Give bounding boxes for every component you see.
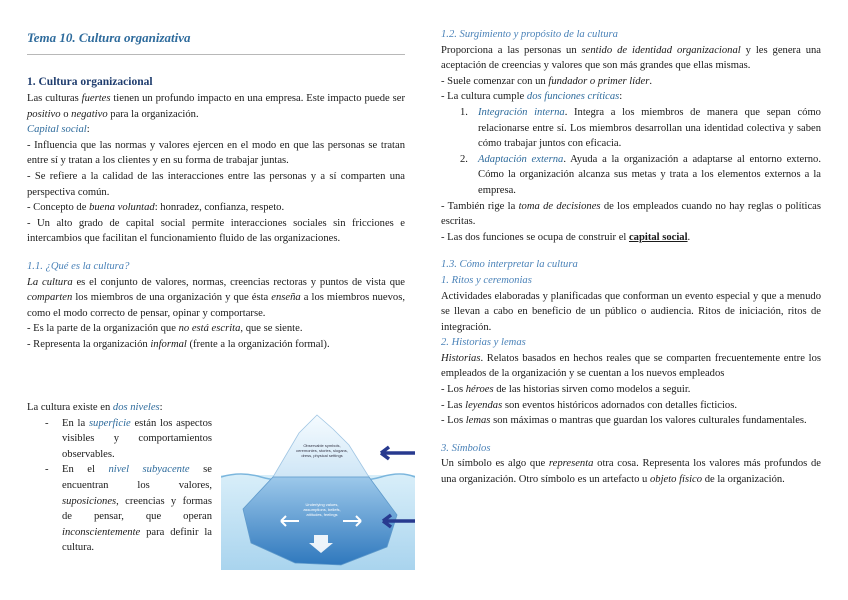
left-column xyxy=(27,0,405,353)
levels-block xyxy=(27,400,212,556)
culture-bullet-2: - Representa la organización informal (frente a la organización formal). xyxy=(27,338,330,350)
section-1-3-heading: 1.3. Cómo interpretar la cultura xyxy=(441,259,578,271)
capital-social-bullet-4: - Un alto grado de capital social permite interacciones sociales sin fricciones e intercambios que facilitan el funcionamiento fluido de las organizaciones. xyxy=(27,217,405,245)
levels-intro: La cultura existe en dos niveles: xyxy=(27,402,163,413)
iceberg-top-text: Observable symbols, ceremonies, stories, slogans, dress, physical settings xyxy=(296,443,348,458)
capital-social-bullet-2: - Se refiere a la calidad de las interacciones entre las personas y a sí comparten una perspectiva común. xyxy=(27,170,405,198)
culture-definition: La cultura es el conjunto de valores, normas, creencias rectoras y puntos de vista que comparten los miembros de una organización y que ésta enseña a los miembros nuevos, como el modo correcto de pensar, opinar y comportarse. xyxy=(27,276,405,319)
document-title: Tema 10. Cultura organizativa xyxy=(27,30,191,45)
stories-heading: 2. Historias y lemas xyxy=(441,337,526,349)
decisions-bullet: - También rige la toma de decisiones de los empleados cuando no hay reglas o políticas escritas. xyxy=(441,200,821,228)
culture-bullet-1: - Es la parte de la organización que no está escrita, que se siente. xyxy=(27,323,303,335)
founder-bullet: - Suele comenzar con un fundador o primer líder. xyxy=(441,75,652,87)
section-1-2-heading: 1.2. Surgimiento y propósito de la cultura xyxy=(441,29,618,40)
section-1-intro: Las culturas fuertes tienen un profundo impacto en una empresa. Este impacto puede ser positivo o negativo para la organización. xyxy=(27,93,405,120)
heroes-bullet: - Los héroes de las historias sirven como modelos a seguir. xyxy=(441,384,691,396)
rites-heading: 1. Ritos y ceremonias xyxy=(441,274,532,286)
capital-social-bullet-1: - Influencia que las normas y valores ejercen en el modo en que las personas se tratan entre sí y tratan a los clientes y en su forma de trabajar juntas. xyxy=(27,139,405,167)
functions-bullet: - La cultura cumple dos funciones críticas: xyxy=(441,91,623,103)
mottos-bullet: - Los lemas son máximas o mantras que guardan los valores culturales fundamentales. xyxy=(441,415,807,427)
iceberg-figure xyxy=(221,405,415,570)
capital-social-bullet: - Las dos funciones se ocupa de construir el capital social. xyxy=(441,231,691,243)
identity-paragraph: Proporciona a las personas un sentido de identidad organizacional y les genera una aceptación de creencias y valores que son más grandes que ellas mismas. xyxy=(441,44,821,72)
symbols-heading: 3. Símbolos xyxy=(441,442,491,454)
iceberg-bottom-text: Underlying values, assumptions, beliefs, attitudes, feelings xyxy=(303,502,341,517)
section-1-1-heading: 1.1. ¿Qué es la cultura? xyxy=(27,260,130,272)
function-adaptation-item: 2. Adaptación externa. Ayuda a la organización a adaptarse al entorno externo. Cómo la organización alcanza sus metas y trata a los elementos externos a la empresa. xyxy=(460,153,821,196)
legends-bullet: - Las leyendas son eventos históricos adornados con detalles ficticios. xyxy=(441,399,737,411)
title-divider xyxy=(27,54,405,55)
functions-list xyxy=(441,105,821,199)
capital-social-label: Capital social: xyxy=(27,124,90,136)
section-1-heading: 1. Cultura organizacional xyxy=(27,76,153,88)
capital-social-bullet-3: - Concepto de buena voluntad: honradez, confianza, respeto. xyxy=(27,202,285,214)
right-column xyxy=(441,27,821,488)
iceberg-illustration xyxy=(221,405,415,570)
levels-list xyxy=(27,416,212,556)
level-surface-item: - En la superficie están los aspectos visibles y comportamientos observables. xyxy=(45,417,213,460)
level-underlying-item: - En el nivel subyacente se encuentran los valores, suposiciones, creencias y formas de pensar, que operan inconscientemente para definir la cultura. xyxy=(45,464,212,554)
rites-paragraph: Actividades elaboradas y planificadas que conforman un evento especial y que a menudo se llevan a cabo en beneficio de un público o audiencia. Ritos de iniciación, ritos de integración. xyxy=(441,290,821,333)
stories-paragraph: Historias. Relatos basados en hechos reales que se comparten frecuentemente entre los empleados de la organización y se cuentan a los nuevos empleados xyxy=(441,352,821,380)
function-integration-item: 1. Integración interna. Integra a los miembros de manera que sepan cómo relacionarse entre sí. Los miembros desarrollan una identidad colectiva y saben cómo trabajar juntos con eficacia. xyxy=(460,106,821,150)
symbols-paragraph: Un símbolo es algo que representa otra cosa. Representa los valores más profundos de una organización. Otro símbolo es un artefacto u objeto físico de la organización. xyxy=(441,458,821,486)
